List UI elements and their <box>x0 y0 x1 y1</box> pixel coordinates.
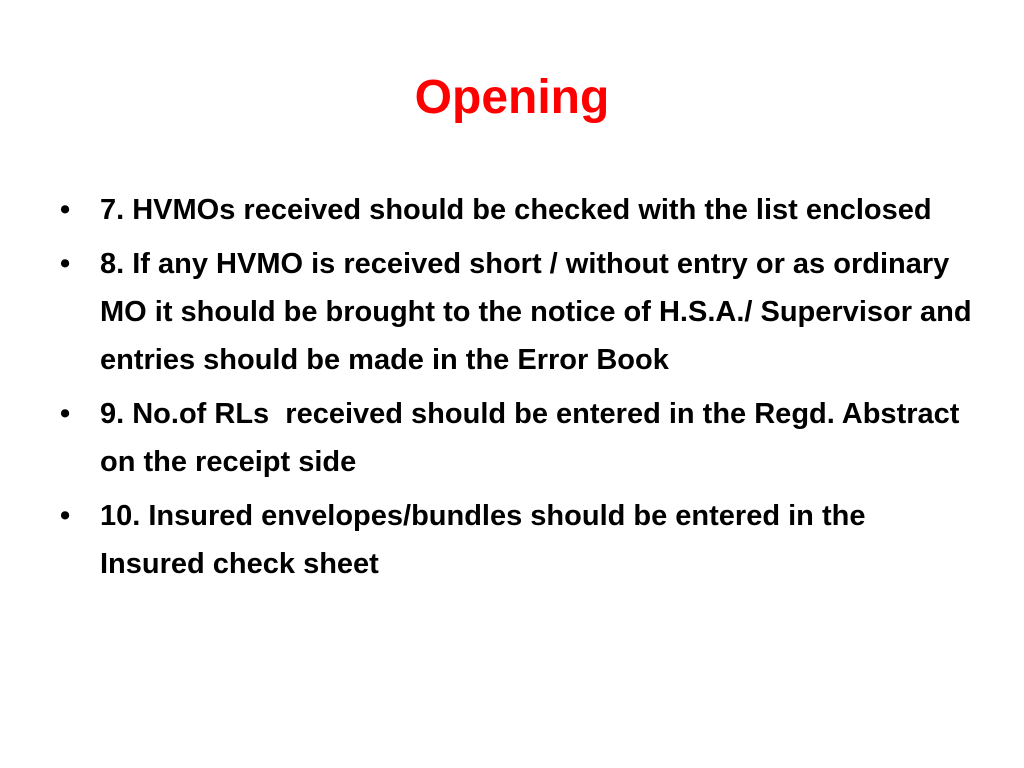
bullet-item <box>58 492 978 588</box>
bullet-text: 8. If any HVMO is received short / without entry or as ordinary MO it should be brought to the notice of H.S.A./ Supervisor and entries should be made in the Error Book <box>100 248 972 376</box>
slide-title: Opening <box>414 71 610 124</box>
bullet-item <box>58 390 978 486</box>
bullet-list <box>58 186 978 594</box>
bullet-item <box>58 240 978 384</box>
bullet-icon: • <box>60 500 71 532</box>
bullet-text: 9. No.of RLs received should be entered in the Regd. Abstract on the receipt side <box>100 398 968 478</box>
bullet-icon: • <box>60 398 71 430</box>
bullet-icon: • <box>60 194 71 226</box>
bullet-text: 10. Insured envelopes/bundles should be entered in the Insured check sheet <box>100 500 866 580</box>
bullet-text: 7. HVMOs received should be checked with the list enclosed <box>100 194 932 226</box>
bullet-item <box>58 186 978 234</box>
bullet-icon: • <box>60 248 71 280</box>
